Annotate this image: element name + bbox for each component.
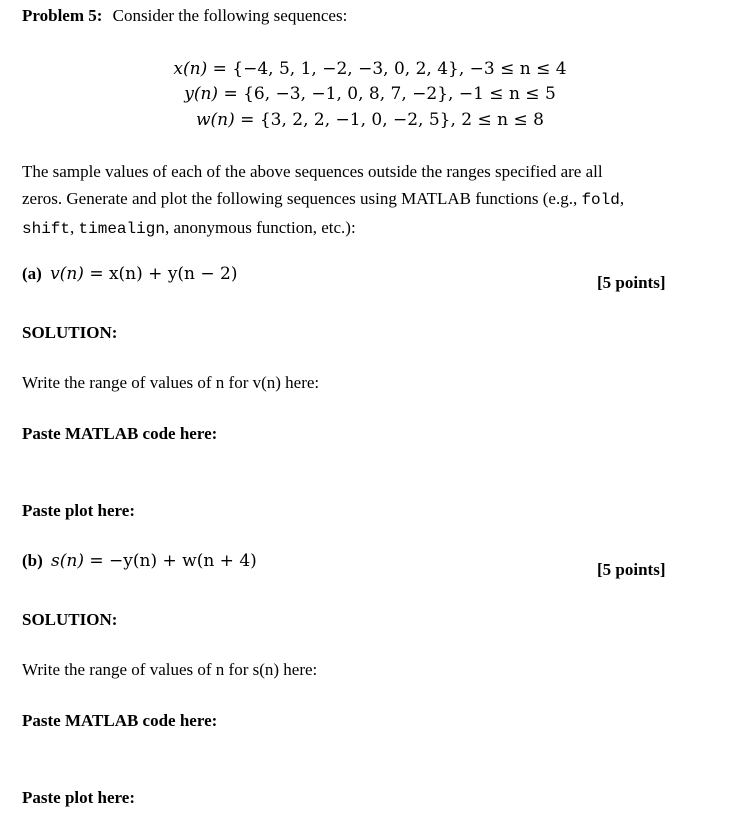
code-fold: fold bbox=[581, 191, 620, 209]
range-prompt: Write the range of values of n for v(n) here: bbox=[22, 373, 320, 392]
formula-rhs: = −y(n) + w(n + 4) bbox=[89, 551, 257, 571]
code-timealign: timealign bbox=[78, 220, 165, 238]
paragraph-line-1: The sample values of each of the above sequences outside the ranges specified are all bbox=[22, 162, 603, 181]
code-shift: shift bbox=[22, 220, 71, 238]
formula-lhs: s(n) bbox=[51, 551, 84, 571]
points-badge: [5 points] bbox=[597, 560, 666, 579]
paragraph-line-2 bbox=[22, 185, 722, 214]
equation-rhs: = {−4, 5, 1, −2, −3, 0, 2, 4}, −3 ≤ n ≤ 4 bbox=[212, 59, 567, 79]
points-badge: [5 points] bbox=[597, 273, 666, 292]
equation-rhs: = {6, −3, −1, 0, 8, 7, −2}, −1 ≤ n ≤ 5 bbox=[223, 84, 556, 104]
paragraph-line-3 bbox=[22, 214, 722, 243]
part-formula bbox=[50, 264, 237, 284]
instructions-paragraph bbox=[22, 158, 722, 243]
solution-heading: SOLUTION: bbox=[22, 610, 118, 629]
range-prompt: Write the range of values of n for s(n) here: bbox=[22, 660, 318, 679]
equation-rhs: = {3, 2, 2, −1, 0, −2, 5}, 2 ≤ n ≤ 8 bbox=[240, 110, 544, 130]
plot-prompt: Paste plot here: bbox=[22, 501, 135, 520]
problem-label: Problem 5: bbox=[22, 6, 103, 25]
paragraph-text: zeros. Generate and plot the following sequences using MATLAB functions (e.g., bbox=[22, 189, 582, 208]
equation-y bbox=[0, 84, 740, 104]
code-prompt: Paste MATLAB code here: bbox=[22, 424, 218, 443]
part-b-heading bbox=[22, 551, 257, 571]
equation-lhs: x(n) bbox=[173, 59, 208, 79]
plot-prompt: Paste plot here: bbox=[22, 788, 135, 807]
equation-w bbox=[0, 110, 740, 130]
equation-lhs: y(n) bbox=[184, 84, 219, 104]
formula-lhs: v(n) bbox=[50, 264, 84, 284]
part-a-heading bbox=[22, 264, 238, 284]
equation-lhs: w(n) bbox=[196, 110, 235, 130]
problem-header bbox=[22, 6, 347, 26]
equation-x bbox=[0, 59, 740, 79]
paragraph-comma: , bbox=[619, 189, 625, 208]
part-label: (a) bbox=[22, 264, 42, 283]
paragraph-tail: , anonymous function, etc.): bbox=[164, 218, 356, 237]
problem-intro: Consider the following sequences: bbox=[112, 6, 348, 25]
part-label: (b) bbox=[22, 551, 43, 570]
part-formula bbox=[51, 551, 257, 571]
paragraph-comma: , bbox=[70, 218, 79, 237]
solution-heading: SOLUTION: bbox=[22, 323, 118, 342]
formula-rhs: = x(n) + y(n − 2) bbox=[89, 264, 238, 284]
code-prompt: Paste MATLAB code here: bbox=[22, 711, 218, 730]
